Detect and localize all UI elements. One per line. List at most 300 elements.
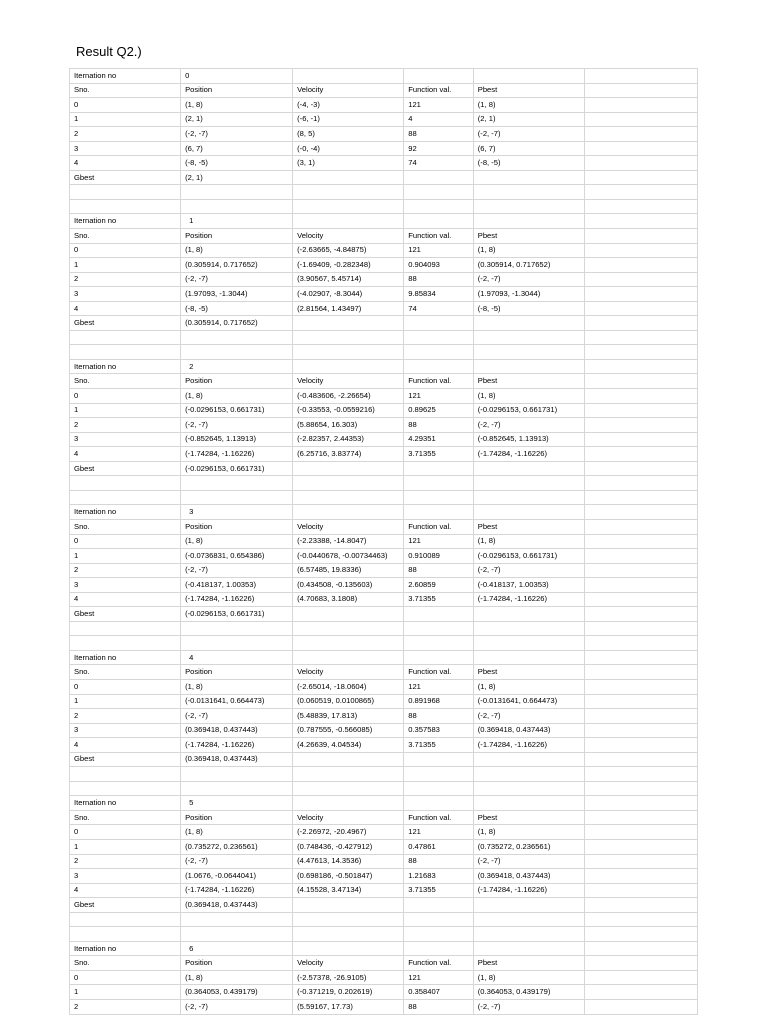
cell[interactable]: (2, 1) [473, 112, 584, 127]
cell[interactable]: (0.364053, 0.439179) [181, 985, 293, 1000]
cell[interactable]: (-1.74284, -1.16226) [181, 447, 293, 462]
cell[interactable]: 3 [70, 578, 181, 593]
cell[interactable] [404, 170, 474, 185]
cell[interactable]: (1, 8) [473, 825, 584, 840]
cell[interactable] [584, 607, 697, 622]
cell[interactable]: 0 [70, 825, 181, 840]
cell[interactable]: Pbest [473, 229, 584, 244]
cell[interactable] [293, 927, 404, 942]
cell[interactable] [70, 621, 181, 636]
cell[interactable]: Position [181, 810, 293, 825]
cell[interactable]: 3 [181, 505, 293, 520]
cell[interactable] [293, 461, 404, 476]
cell[interactable]: (6, 7) [181, 141, 293, 156]
cell[interactable]: (0.305914, 0.717652) [473, 258, 584, 273]
cell[interactable]: (0.748436, -0.427912) [293, 839, 404, 854]
cell[interactable]: Position [181, 374, 293, 389]
cell[interactable] [181, 767, 293, 782]
cell[interactable]: (1, 8) [181, 825, 293, 840]
cell[interactable]: (0.735272, 0.236561) [181, 839, 293, 854]
cell[interactable]: (-0.483606, -2.26654) [293, 389, 404, 404]
cell[interactable]: (5.48839, 17.813) [293, 709, 404, 724]
cell[interactable]: Function val. [404, 665, 474, 680]
cell[interactable] [584, 796, 697, 811]
cell[interactable] [293, 476, 404, 491]
cell[interactable]: (-2.26972, -20.4967) [293, 825, 404, 840]
cell[interactable] [404, 898, 474, 913]
cell[interactable] [473, 214, 584, 229]
cell[interactable] [584, 839, 697, 854]
cell[interactable] [293, 941, 404, 956]
cell[interactable] [473, 767, 584, 782]
cell[interactable] [181, 330, 293, 345]
cell[interactable]: (-0.418137, 1.00353) [473, 578, 584, 593]
cell[interactable] [70, 636, 181, 651]
cell[interactable]: 0.358407 [404, 985, 474, 1000]
cell[interactable] [584, 330, 697, 345]
cell[interactable] [473, 912, 584, 927]
cell[interactable] [584, 199, 697, 214]
cell[interactable]: 2 [70, 1000, 181, 1015]
cell[interactable] [404, 636, 474, 651]
cell[interactable] [473, 461, 584, 476]
cell[interactable] [584, 287, 697, 302]
cell[interactable]: (0.369418, 0.437443) [181, 752, 293, 767]
cell[interactable]: 4.29351 [404, 432, 474, 447]
cell[interactable]: (-2, -7) [181, 709, 293, 724]
cell[interactable]: 3 [70, 287, 181, 302]
cell[interactable]: Velocity [293, 810, 404, 825]
cell[interactable]: 88 [404, 272, 474, 287]
cell[interactable]: (0.698186, -0.501847) [293, 869, 404, 884]
cell[interactable] [584, 83, 697, 98]
cell[interactable]: 4 [70, 156, 181, 171]
cell[interactable] [473, 490, 584, 505]
cell[interactable] [404, 69, 474, 84]
cell[interactable] [584, 272, 697, 287]
cell[interactable] [584, 578, 697, 593]
cell[interactable]: (-1.74284, -1.16226) [473, 883, 584, 898]
cell[interactable]: (-0.0296153, 0.661731) [181, 607, 293, 622]
cell[interactable]: 0 [70, 243, 181, 258]
cell[interactable]: (-0.33553, -0.0559216) [293, 403, 404, 418]
cell[interactable]: (-2, -7) [181, 418, 293, 433]
cell[interactable] [293, 767, 404, 782]
cell[interactable] [584, 403, 697, 418]
cell[interactable]: (-2.57378, -26.9105) [293, 970, 404, 985]
cell[interactable] [584, 432, 697, 447]
cell[interactable]: 88 [404, 563, 474, 578]
cell[interactable]: (1, 8) [473, 389, 584, 404]
cell[interactable] [293, 69, 404, 84]
cell[interactable]: 3.71355 [404, 883, 474, 898]
cell[interactable]: (-2, -7) [181, 272, 293, 287]
cell[interactable]: (-2.65014, -18.0604) [293, 679, 404, 694]
cell[interactable] [293, 650, 404, 665]
cell[interactable]: (0.364053, 0.439179) [473, 985, 584, 1000]
cell[interactable] [584, 825, 697, 840]
cell[interactable] [181, 185, 293, 200]
cell[interactable]: 121 [404, 970, 474, 985]
cell[interactable] [584, 389, 697, 404]
cell[interactable] [473, 650, 584, 665]
cell[interactable]: 0.89625 [404, 403, 474, 418]
cell[interactable]: 88 [404, 127, 474, 142]
cell[interactable] [584, 883, 697, 898]
cell[interactable]: 4 [404, 112, 474, 127]
cell[interactable]: 121 [404, 389, 474, 404]
cell[interactable]: 4 [181, 650, 293, 665]
cell[interactable] [181, 912, 293, 927]
cell[interactable]: 4 [70, 447, 181, 462]
cell[interactable]: (0.369418, 0.437443) [181, 898, 293, 913]
cell[interactable]: 3 [70, 723, 181, 738]
cell[interactable] [473, 330, 584, 345]
cell[interactable] [584, 185, 697, 200]
cell[interactable]: (-2, -7) [473, 418, 584, 433]
cell[interactable]: (8, 5) [293, 127, 404, 142]
cell[interactable] [181, 621, 293, 636]
cell[interactable] [293, 490, 404, 505]
cell[interactable]: (-2, -7) [473, 272, 584, 287]
cell[interactable]: 1 [181, 214, 293, 229]
cell[interactable]: (2, 1) [181, 112, 293, 127]
cell[interactable]: Sno. [70, 956, 181, 971]
cell[interactable]: 1 [70, 839, 181, 854]
cell[interactable]: (0.060519, 0.0100865) [293, 694, 404, 709]
cell[interactable] [473, 359, 584, 374]
cell[interactable]: 4 [70, 592, 181, 607]
cell[interactable]: 1 [70, 549, 181, 564]
cell[interactable] [473, 796, 584, 811]
cell[interactable]: Iternation no [70, 796, 181, 811]
cell[interactable]: (2, 1) [181, 170, 293, 185]
cell[interactable] [584, 229, 697, 244]
cell[interactable]: 0.47861 [404, 839, 474, 854]
cell[interactable] [584, 69, 697, 84]
cell[interactable]: (-4, -3) [293, 98, 404, 113]
cell[interactable] [404, 752, 474, 767]
cell[interactable] [584, 258, 697, 273]
cell[interactable]: Function val. [404, 810, 474, 825]
cell[interactable]: (-0.0440678, -0.00734463) [293, 549, 404, 564]
cell[interactable]: 2 [70, 563, 181, 578]
cell[interactable] [404, 796, 474, 811]
cell[interactable] [70, 330, 181, 345]
cell[interactable]: 92 [404, 141, 474, 156]
cell[interactable] [404, 767, 474, 782]
cell[interactable]: Function val. [404, 374, 474, 389]
cell[interactable]: Function val. [404, 229, 474, 244]
cell[interactable] [181, 636, 293, 651]
cell[interactable]: (-1.74284, -1.16226) [473, 592, 584, 607]
cell[interactable] [473, 69, 584, 84]
cell[interactable]: (-4.02907, -8.3044) [293, 287, 404, 302]
cell[interactable] [293, 781, 404, 796]
cell[interactable]: (-1.74284, -1.16226) [181, 883, 293, 898]
cell[interactable] [584, 898, 697, 913]
cell[interactable]: (-8, -5) [473, 301, 584, 316]
cell[interactable] [584, 854, 697, 869]
cell[interactable]: Iternation no [70, 214, 181, 229]
cell[interactable] [404, 941, 474, 956]
cell[interactable] [584, 694, 697, 709]
cell[interactable]: (1, 8) [181, 389, 293, 404]
cell[interactable]: 3.71355 [404, 738, 474, 753]
cell[interactable]: (1, 8) [473, 970, 584, 985]
cell[interactable] [584, 519, 697, 534]
cell[interactable]: Sno. [70, 83, 181, 98]
cell[interactable]: 3.71355 [404, 592, 474, 607]
cell[interactable]: (-0.0296153, 0.661731) [473, 403, 584, 418]
cell[interactable]: (5.88654, 16.303) [293, 418, 404, 433]
cell[interactable]: Pbest [473, 374, 584, 389]
cell[interactable]: 1 [70, 694, 181, 709]
cell[interactable]: 74 [404, 301, 474, 316]
cell[interactable]: 5 [181, 796, 293, 811]
cell[interactable]: (-1.74284, -1.16226) [181, 738, 293, 753]
cell[interactable]: 88 [404, 418, 474, 433]
cell[interactable] [404, 476, 474, 491]
cell[interactable]: Position [181, 956, 293, 971]
cell[interactable]: (6, 7) [473, 141, 584, 156]
cell[interactable] [584, 1000, 697, 1015]
cell[interactable]: Sno. [70, 810, 181, 825]
cell[interactable] [181, 490, 293, 505]
cell[interactable] [584, 810, 697, 825]
cell[interactable] [70, 490, 181, 505]
cell[interactable] [473, 170, 584, 185]
cell[interactable]: 0 [181, 69, 293, 84]
cell[interactable] [473, 607, 584, 622]
cell[interactable] [404, 781, 474, 796]
cell[interactable]: 1 [70, 403, 181, 418]
cell[interactable]: 0.891968 [404, 694, 474, 709]
cell[interactable]: (-2, -7) [473, 1000, 584, 1015]
cell[interactable]: (-2, -7) [473, 127, 584, 142]
cell[interactable]: Position [181, 665, 293, 680]
cell[interactable]: Velocity [293, 956, 404, 971]
cell[interactable] [70, 476, 181, 491]
cell[interactable] [473, 345, 584, 360]
cell[interactable] [293, 359, 404, 374]
cell[interactable] [584, 359, 697, 374]
cell[interactable] [70, 767, 181, 782]
cell[interactable] [70, 345, 181, 360]
cell[interactable] [584, 461, 697, 476]
cell[interactable] [584, 941, 697, 956]
cell[interactable]: (0.305914, 0.717652) [181, 316, 293, 331]
cell[interactable] [584, 592, 697, 607]
cell[interactable] [584, 345, 697, 360]
cell[interactable] [473, 199, 584, 214]
cell[interactable]: (-2, -7) [181, 854, 293, 869]
cell[interactable]: Pbest [473, 83, 584, 98]
cell[interactable]: Position [181, 519, 293, 534]
cell[interactable]: (-0.0736831, 0.654386) [181, 549, 293, 564]
cell[interactable]: (-2, -7) [473, 563, 584, 578]
cell[interactable]: (6.25716, 3.83774) [293, 447, 404, 462]
cell[interactable] [584, 374, 697, 389]
cell[interactable] [584, 956, 697, 971]
cell[interactable] [584, 534, 697, 549]
cell[interactable] [404, 185, 474, 200]
cell[interactable] [584, 723, 697, 738]
cell[interactable] [293, 636, 404, 651]
cell[interactable]: (4.47613, 14.3536) [293, 854, 404, 869]
cell[interactable] [584, 621, 697, 636]
cell[interactable]: Sno. [70, 665, 181, 680]
cell[interactable] [584, 243, 697, 258]
cell[interactable]: 0.910089 [404, 549, 474, 564]
cell[interactable] [584, 781, 697, 796]
cell[interactable] [473, 781, 584, 796]
cell[interactable]: 0 [70, 98, 181, 113]
cell[interactable]: Iternation no [70, 69, 181, 84]
cell[interactable] [293, 345, 404, 360]
cell[interactable]: (1, 8) [473, 679, 584, 694]
cell[interactable]: 2 [70, 272, 181, 287]
cell[interactable] [473, 927, 584, 942]
cell[interactable]: 2 [70, 418, 181, 433]
cell[interactable] [293, 170, 404, 185]
cell[interactable]: Pbest [473, 956, 584, 971]
cell[interactable]: 0.904093 [404, 258, 474, 273]
cell[interactable]: 3 [70, 869, 181, 884]
cell[interactable]: 0 [70, 679, 181, 694]
cell[interactable] [70, 912, 181, 927]
cell[interactable] [473, 185, 584, 200]
cell[interactable] [70, 199, 181, 214]
cell[interactable]: 4 [70, 883, 181, 898]
cell[interactable]: 9.85834 [404, 287, 474, 302]
cell[interactable] [584, 679, 697, 694]
cell[interactable]: Position [181, 83, 293, 98]
cell[interactable] [473, 621, 584, 636]
cell[interactable]: Function val. [404, 956, 474, 971]
cell[interactable] [584, 665, 697, 680]
cell[interactable] [584, 869, 697, 884]
cell[interactable]: (2.81564, 1.43497) [293, 301, 404, 316]
cell[interactable]: Sno. [70, 519, 181, 534]
cell[interactable]: Gbest [70, 461, 181, 476]
cell[interactable]: 1 [70, 985, 181, 1000]
cell[interactable] [293, 621, 404, 636]
cell[interactable]: (1.97093, -1.3044) [181, 287, 293, 302]
cell[interactable] [404, 912, 474, 927]
cell[interactable] [181, 199, 293, 214]
cell[interactable]: (-6, -1) [293, 112, 404, 127]
cell[interactable]: (-8, -5) [473, 156, 584, 171]
cell[interactable]: (1.0676, -0.0644041) [181, 869, 293, 884]
cell[interactable]: Position [181, 229, 293, 244]
cell[interactable] [584, 476, 697, 491]
cell[interactable]: 88 [404, 1000, 474, 1015]
cell[interactable] [293, 898, 404, 913]
cell[interactable] [181, 476, 293, 491]
cell[interactable]: 121 [404, 98, 474, 113]
cell[interactable]: Iternation no [70, 359, 181, 374]
cell[interactable] [584, 752, 697, 767]
cell[interactable]: (-2, -7) [181, 127, 293, 142]
cell[interactable] [584, 141, 697, 156]
cell[interactable] [584, 985, 697, 1000]
cell[interactable]: Function val. [404, 83, 474, 98]
cell[interactable]: 2 [70, 709, 181, 724]
cell[interactable]: Iternation no [70, 650, 181, 665]
cell[interactable] [584, 301, 697, 316]
cell[interactable]: 2 [70, 127, 181, 142]
cell[interactable]: Gbest [70, 752, 181, 767]
cell[interactable] [404, 461, 474, 476]
cell[interactable] [473, 316, 584, 331]
cell[interactable]: 1.21683 [404, 869, 474, 884]
cell[interactable] [181, 927, 293, 942]
cell[interactable] [181, 345, 293, 360]
cell[interactable]: 0.357583 [404, 723, 474, 738]
cell[interactable] [404, 505, 474, 520]
cell[interactable]: (0.787555, -0.566085) [293, 723, 404, 738]
cell[interactable]: Pbest [473, 665, 584, 680]
cell[interactable]: (-1.69409, -0.282348) [293, 258, 404, 273]
cell[interactable]: (-2, -7) [181, 1000, 293, 1015]
cell[interactable] [404, 359, 474, 374]
cell[interactable] [404, 607, 474, 622]
cell[interactable] [404, 214, 474, 229]
cell[interactable]: (0.369418, 0.437443) [473, 723, 584, 738]
cell[interactable]: (-0.0131641, 0.664473) [473, 694, 584, 709]
cell[interactable]: (6.57485, 19.8336) [293, 563, 404, 578]
cell[interactable]: (-0.0296153, 0.661731) [473, 549, 584, 564]
cell[interactable] [584, 418, 697, 433]
cell[interactable] [293, 330, 404, 345]
cell[interactable]: 121 [404, 243, 474, 258]
cell[interactable]: 0 [70, 534, 181, 549]
cell[interactable]: (1.97093, -1.3044) [473, 287, 584, 302]
cell[interactable]: (-0.0131641, 0.664473) [181, 694, 293, 709]
cell[interactable]: (1, 8) [473, 243, 584, 258]
cell[interactable] [404, 490, 474, 505]
cell[interactable]: 2 [70, 854, 181, 869]
cell[interactable]: (3.90567, 5.45714) [293, 272, 404, 287]
cell[interactable]: (1, 8) [181, 534, 293, 549]
cell[interactable]: 1 [70, 258, 181, 273]
cell[interactable] [584, 127, 697, 142]
cell[interactable] [293, 214, 404, 229]
cell[interactable] [70, 185, 181, 200]
cell[interactable] [584, 98, 697, 113]
cell[interactable]: (4.15528, 3.47134) [293, 883, 404, 898]
cell[interactable]: (4.26639, 4.04534) [293, 738, 404, 753]
cell[interactable] [584, 738, 697, 753]
cell[interactable] [293, 316, 404, 331]
cell[interactable]: Gbest [70, 607, 181, 622]
cell[interactable] [473, 752, 584, 767]
cell[interactable]: (0.305914, 0.717652) [181, 258, 293, 273]
cell[interactable]: (0.369418, 0.437443) [473, 869, 584, 884]
cell[interactable] [584, 650, 697, 665]
cell[interactable] [293, 185, 404, 200]
cell[interactable] [584, 927, 697, 942]
cell[interactable] [584, 767, 697, 782]
cell[interactable] [404, 650, 474, 665]
cell[interactable]: Velocity [293, 83, 404, 98]
cell[interactable] [404, 345, 474, 360]
cell[interactable]: Pbest [473, 810, 584, 825]
cell[interactable]: (1, 8) [181, 243, 293, 258]
cell[interactable]: (-2.23388, -14.8047) [293, 534, 404, 549]
cell[interactable]: 0 [70, 389, 181, 404]
